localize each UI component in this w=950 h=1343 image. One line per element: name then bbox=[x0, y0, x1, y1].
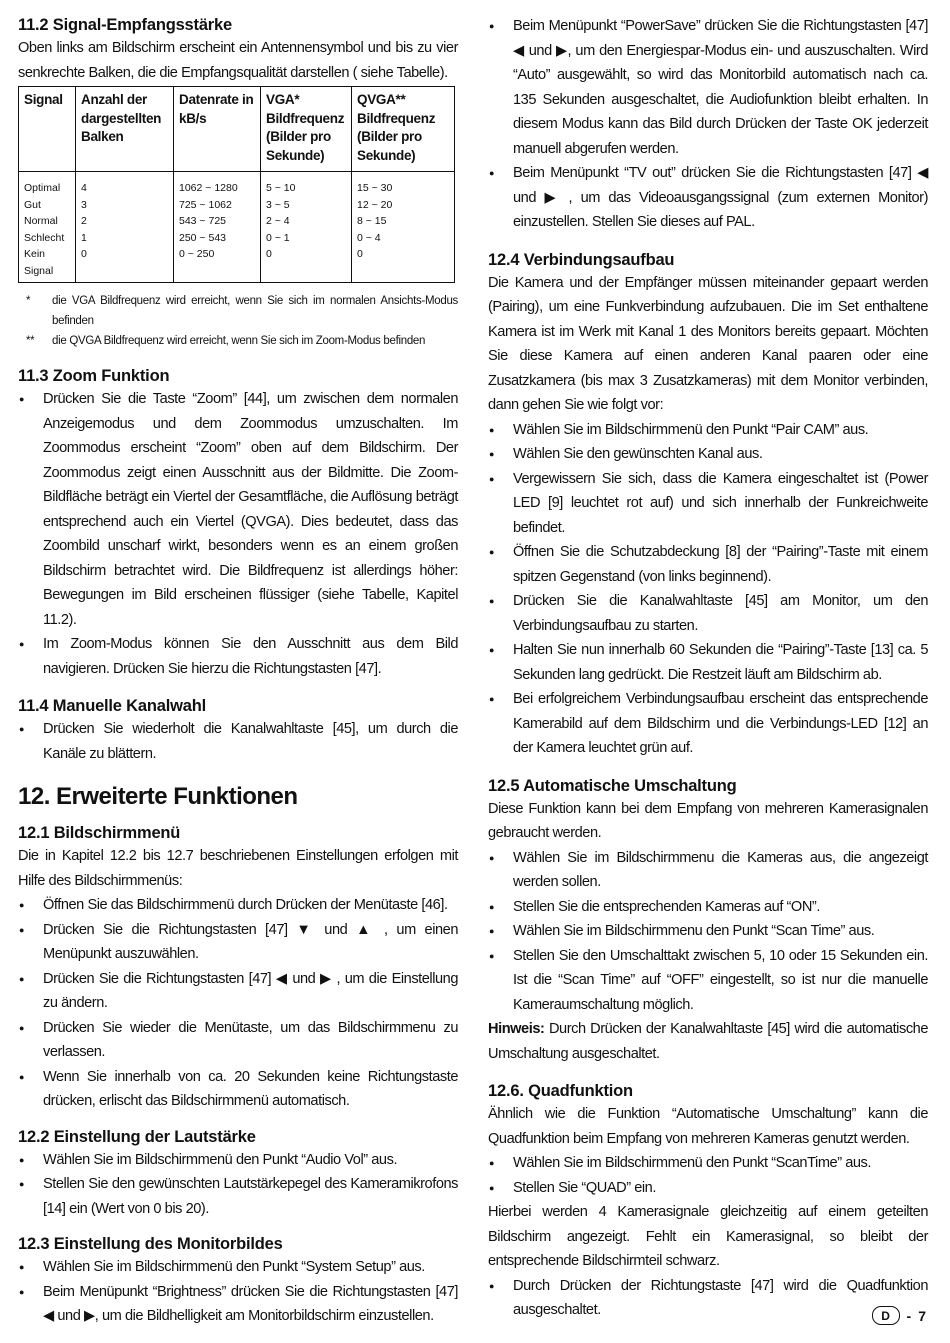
footnote-mark: ** bbox=[26, 335, 35, 347]
section-11-2-heading: 11.2 Signal-Empfangsstärke bbox=[18, 16, 232, 34]
list-text: und bbox=[287, 970, 320, 987]
section-12-5-list bbox=[488, 846, 928, 1018]
table-cell: 3 ~ 5 bbox=[261, 197, 352, 214]
section-11-4-list bbox=[18, 717, 458, 766]
list-text: Beim Menüpunkt “TV out” drücken Sie die Richtungstasten [47] bbox=[513, 165, 918, 181]
list-item: ● Drücken Sie wieder die Menütaste, um das Bildschirmmenu zu verlassen. bbox=[18, 1016, 458, 1065]
table-cell: Kein Signal bbox=[19, 246, 76, 283]
hint-text: Durch Drücken der Kanalwahltaste [45] wird die automatische Umschaltung ausgeschaltet. bbox=[488, 1021, 928, 1062]
table-cell: 1 bbox=[76, 230, 174, 247]
list-item bbox=[18, 918, 458, 967]
list-item: ● Im Zoom-Modus können Sie den Ausschnitt aus dem Bild navigieren. Drücken Sie hierzu die Richtungstasten [47]. bbox=[18, 632, 458, 681]
list-text: Beim Menüpunkt “PowerSave” drücken Sie die Richtungstasten [47] bbox=[513, 18, 928, 34]
table-cell: 250 ~ 543 bbox=[174, 230, 261, 247]
footnote-text: die QVGA Bildfrequenz wird erreicht, wenn Sie sich im Zoom-Modus befinden bbox=[52, 335, 426, 347]
table-cell: 5 ~ 10 bbox=[261, 172, 352, 197]
hint-label: Hinweis: bbox=[488, 1021, 545, 1037]
section-12-3-heading: 12.3 Einstellung des Monitorbildes bbox=[18, 1235, 283, 1253]
section-12-4-list bbox=[488, 418, 928, 761]
list-item bbox=[18, 967, 458, 1016]
section-12-5-text: Diese Funktion kann bei dem Empfang von mehreren Kamerasignalen gebraucht werden. bbox=[488, 800, 928, 841]
section-12-6-list bbox=[488, 1151, 928, 1200]
table-cell: 15 ~ 30 bbox=[352, 172, 455, 197]
section-11-3-list bbox=[18, 387, 458, 681]
list-item: ● Wählen Sie im Bildschirmmenü den Punkt “ScanTime” aus. bbox=[488, 1151, 928, 1176]
table-cell: 543 ~ 725 bbox=[174, 213, 261, 230]
page-number bbox=[872, 1306, 926, 1325]
list-item: ● Stellen Sie “QUAD” ein. bbox=[488, 1176, 928, 1201]
table-cell: 0 ~ 250 bbox=[174, 246, 261, 283]
list-item: ● Halten Sie nun innerhalb 60 Sekunden die “Pairing”-Taste [13] ca. 5 Sekunden lang gedrückt. Die Restzeit läuft am Bildschirm ab. bbox=[488, 638, 928, 687]
list-item: ● Öffnen Sie das Bildschirmmenü durch Drücken der Menütaste [46]. bbox=[18, 893, 458, 918]
table-cell: Schlecht bbox=[19, 230, 76, 247]
table-cell: 0 bbox=[76, 246, 174, 283]
section-12-4-text: Die Kamera und der Empfänger müssen miteinander gepaart werden (Pairing), um eine Funkverbindung aufzubauen. Die im Set enthaltene Kamera ist im Werk mit Kanal 1 des Monitors bereits gepaart. Möchten Sie diese Kamera auf einen anderen Kanal paaren oder eine Zusatzkamera (bis max 3 Zusatzkameras) mit dem Monitor verbinden, dann gehen Sie wie folgt vor: bbox=[488, 274, 928, 413]
arrow-right-icon: ▶ bbox=[84, 1308, 95, 1324]
list-item: ● Stellen Sie den gewünschten Lautstärkepegel des Kameramikrofons [14] ein (Wert von 0 bis 20). bbox=[18, 1172, 458, 1221]
list-item: ● Drücken Sie die Kanalwahltaste [45] am Monitor, um den Verbindungsaufbau zu starten. bbox=[488, 589, 928, 638]
table-cell: 3 bbox=[76, 197, 174, 214]
section-12-3-list bbox=[18, 1255, 458, 1329]
arrow-left-icon: ◀ bbox=[917, 165, 928, 181]
section-12-2-heading: 12.2 Einstellung der Lautstärke bbox=[18, 1127, 256, 1146]
section-12-5-heading: 12.5 Automatische Umschaltung bbox=[488, 776, 737, 795]
table-row bbox=[19, 172, 455, 197]
table-cell: 0 bbox=[261, 246, 352, 283]
section-12-2-list bbox=[18, 1148, 458, 1222]
section-12-1-list bbox=[18, 893, 458, 1114]
list-text: und bbox=[513, 189, 545, 206]
col-header-datarate: Datenrate in kB/s bbox=[174, 87, 261, 172]
list-text: , um die Bildhelligkeit am Monitorbildschirm einzustellen. bbox=[94, 1308, 434, 1324]
table-cell: 0 ~ 1 bbox=[261, 230, 352, 247]
arrow-down-icon: ▼ bbox=[296, 921, 316, 938]
list-text: und bbox=[315, 921, 357, 938]
arrow-right-icon: ▶ bbox=[319, 970, 332, 987]
language-badge: D bbox=[872, 1306, 900, 1325]
section-11-3-heading: 11.3 Zoom Funktion bbox=[18, 367, 170, 385]
list-text: und bbox=[53, 1308, 84, 1324]
arrow-right-icon: ▶ bbox=[556, 42, 568, 59]
list-item: ● Stellen Sie den Umschalttakt zwischen 5, 10 oder 15 Sekunden ein. Ist die “Scan Time” auf “OFF” eingestellt, so ist nur die manuelle Kameraumschaltung möglich. bbox=[488, 944, 928, 1018]
section-12-6-list2 bbox=[488, 1274, 928, 1323]
table-cell: 8 ~ 15 bbox=[352, 213, 455, 230]
page-sep: - bbox=[906, 1307, 912, 1324]
list-item: ● Wenn Sie innerhalb von ca. 20 Sekunden keine Richtungstaste drücken, erlischt das Bildschirmmenü automatisch. bbox=[18, 1065, 458, 1114]
footnote-vga bbox=[18, 291, 458, 331]
table-row bbox=[19, 213, 455, 230]
section-12-5-hint bbox=[488, 1017, 928, 1066]
col-header-signal: Signal bbox=[19, 87, 76, 172]
col-header-bars: Anzahl der dargestellten Balken bbox=[76, 87, 174, 172]
table-cell: Normal bbox=[19, 213, 76, 230]
list-item: ● Wählen Sie im Bildschirmmenü den Punkt “Pair CAM” aus. bbox=[488, 418, 928, 443]
section-12-4-heading: 12.4 Verbindungsaufbau bbox=[488, 250, 675, 269]
table-cell: 4 bbox=[76, 172, 174, 197]
table-cell: 2 ~ 4 bbox=[261, 213, 352, 230]
col-header-vga: VGA* Bildfrequenz (Bilder pro Sekunde) bbox=[261, 87, 352, 172]
section-12-1-heading: 12.1 Bildschirmmenü bbox=[18, 824, 181, 842]
list-item: ● Vergewissern Sie sich, dass die Kamera eingeschaltet ist (Power LED [9] leuchtet rot auf) und sich innerhalb der Funkreichweite befindet. bbox=[488, 467, 928, 541]
list-text: , um die Einstellung zu ändern. bbox=[43, 970, 459, 1011]
list-text: und bbox=[524, 42, 557, 59]
table-row bbox=[19, 230, 455, 247]
table-cell: 12 ~ 20 bbox=[352, 197, 455, 214]
list-item: ● Drücken Sie wiederholt die Kanalwahltaste [45], um durch die Kanäle zu blättern. bbox=[18, 717, 458, 766]
list-item bbox=[488, 14, 928, 161]
arrow-up-icon: ▲ bbox=[356, 921, 376, 938]
list-item: ● Stellen Sie die entsprechenden Kameras auf “ON”. bbox=[488, 895, 928, 920]
list-text: , um den Energiespar-Modus ein- und auszuschalten. Wird “Auto” ausgewählt, so wird das Monitorbild automatisch nach ca. 135 Sekunden ausgeschaltet, die Audiofunktion bleibt erhalten. In diesem Modus kann das Bild durch Drücken der Taste OK jederzeit manuell abgerufen werden. bbox=[513, 42, 928, 157]
arrow-left-icon: ◀ bbox=[513, 42, 525, 59]
table-cell: 2 bbox=[76, 213, 174, 230]
table-cell: 1062 ~ 1280 bbox=[174, 172, 261, 197]
signal-table bbox=[18, 86, 455, 283]
table-cell: 0 ~ 4 bbox=[352, 230, 455, 247]
left-column bbox=[18, 14, 458, 1329]
section-12-1-text: Die in Kapitel 12.2 bis 12.7 beschriebenen Einstellungen erfolgen mit Hilfe des Bildschirmmenüs: bbox=[18, 848, 458, 889]
list-item: ● Öffnen Sie die Schutzabdeckung [8] der “Pairing”-Taste mit einem spitzen Gegenstand (von links beginnend). bbox=[488, 540, 928, 589]
table-row bbox=[19, 246, 455, 283]
chapter-12-heading: 12. Erweiterte Funktionen bbox=[18, 783, 298, 810]
list-text: , um das Videoausgangssignal (zum externen Monitor) einzustellen. Stellen Sie dieses auf PAL. bbox=[513, 189, 929, 230]
monitor-settings-continued-list bbox=[488, 14, 928, 235]
table-cell: 0 bbox=[352, 246, 455, 283]
section-12-6-heading: 12.6. Quadfunktion bbox=[488, 1082, 633, 1100]
list-item bbox=[488, 161, 928, 235]
list-text: Drücken Sie die Richtungstasten [47] bbox=[43, 970, 276, 987]
right-column bbox=[488, 14, 928, 1323]
signal-table-header bbox=[19, 87, 455, 172]
arrow-left-icon: ◀ bbox=[43, 1308, 54, 1324]
list-item: ● Wählen Sie den gewünschten Kanal aus. bbox=[488, 442, 928, 467]
footnote-qvga bbox=[18, 331, 458, 351]
list-text: Drücken Sie die Richtungstasten [47] bbox=[43, 921, 297, 938]
arrow-right-icon: ▶ bbox=[544, 189, 561, 206]
arrow-left-icon: ◀ bbox=[275, 970, 288, 987]
list-item: ● Wählen Sie im Bildschirmmenü den Punkt “System Setup” aus. bbox=[18, 1255, 458, 1280]
list-item: ● Wählen Sie im Bildschirmmenu die Kameras aus, die angezeigt werden sollen. bbox=[488, 846, 928, 895]
list-text: , um einen Menüpunkt auszuwählen. bbox=[43, 921, 458, 962]
list-item: ● Drücken Sie die Taste “Zoom” [44], um zwischen dem normalen Anzeigemodus und dem Zoommodus umzuschalten. Im Zoommodus erscheint “Zoom” oben auf dem Bildschirm. Der Zoommodus zeigt einen Ausschnitt aus der Bildmitte. Die Zoom-Bildfläche beträgt ein Viertel der Gesamtfläche, die Auflösung beträgt entsprechend auch ein Viertel (QVGA). Dies bedeutet, dass das Zoombild unscharf wirkt, besonders wenn es an einem großen Bildschirm betrachtet wird. Die Bildfrequenz ist allerdings höher: Bewegungen im Bild erscheinen flüssiger (siehe Tabelle, Kapitel 11.2). bbox=[18, 387, 458, 632]
footnote-mark: * bbox=[26, 295, 31, 307]
section-12-6-text: Ähnlich wie die Funktion “Automatische Umschaltung” kann die Quadfunktion beim Empfang von mehreren Kameras genutzt werden. bbox=[488, 1106, 928, 1147]
list-item: ● Durch Drücken der Richtungstaste [47] wird die Quadfunktion ausgeschaltet. bbox=[488, 1274, 928, 1323]
col-header-qvga: QVGA** Bildfrequenz (Bilder pro Sekunde) bbox=[352, 87, 455, 172]
footnote-text: die VGA Bildfrequenz wird erreicht, wenn Sie sich im normalen Ansichts-Modus befinden bbox=[52, 295, 458, 327]
list-text: Beim Menüpunkt “Brightness” drücken Sie die Richtungstasten [47] bbox=[43, 1283, 458, 1300]
section-11-4-heading: 11.4 Manuelle Kanalwahl bbox=[18, 697, 206, 715]
page-num: 7 bbox=[918, 1307, 926, 1324]
list-item: ● Wählen Sie im Bildschirmmenu den Punkt “Scan Time” aus. bbox=[488, 919, 928, 944]
list-item bbox=[18, 1280, 458, 1329]
table-cell: Gut bbox=[19, 197, 76, 214]
table-cell: Optimal bbox=[19, 172, 76, 197]
section-11-2-text: Oben links am Bildschirm erscheint ein Antennensymbol und bis zu vier senkrechte Balken, die die Empfangsqualität darstellen ( siehe Tabelle). bbox=[18, 40, 458, 81]
list-item: ● Bei erfolgreichem Verbindungsaufbau erscheint das entsprechende Kamerabild auf dem Bildschirm und die Verbindungs-LED [12] an der Kamera leuchtet grün auf. bbox=[488, 687, 928, 761]
section-12-6-text2: Hierbei werden 4 Kamerasignale gleichzeitig auf einem geteilten Bildschirm angezeigt. Fehlt ein Kamerasignal, so bleibt der entsprechende Bildschirmteil schwarz. bbox=[488, 1204, 928, 1269]
table-row bbox=[19, 197, 455, 214]
table-cell: 725 ~ 1062 bbox=[174, 197, 261, 214]
list-item: ● Wählen Sie im Bildschirmmenü den Punkt “Audio Vol” aus. bbox=[18, 1148, 458, 1173]
